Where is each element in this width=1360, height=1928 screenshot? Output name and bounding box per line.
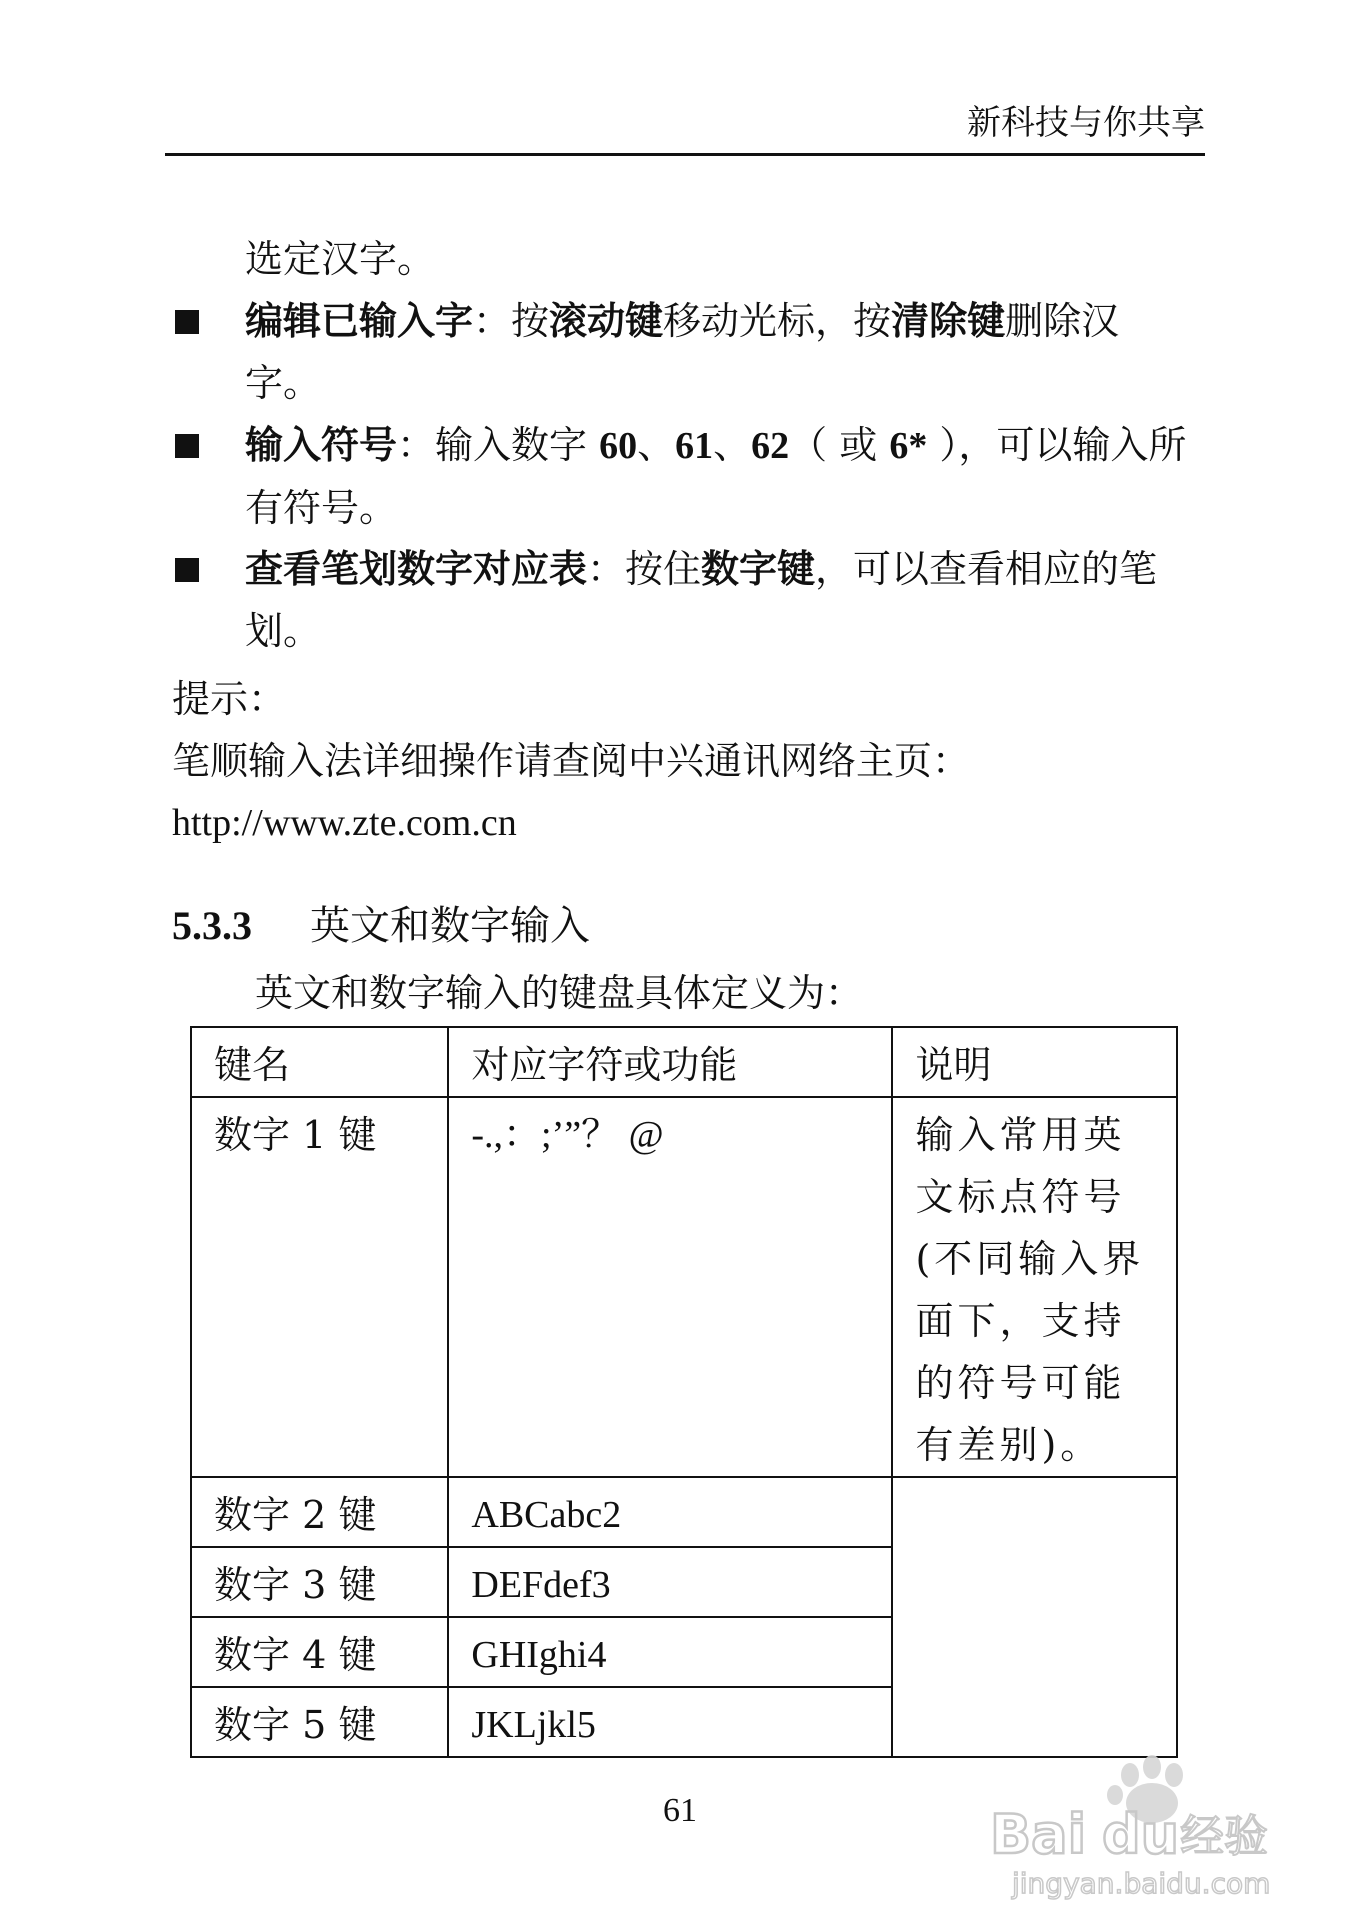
bullet-square-icon [175,310,199,334]
key-name-cell: 数字 4 键 [191,1617,448,1687]
table-intro: 英文和数字输入的键盘具体定义为： [255,971,864,1015]
bullet-square-icon [175,558,199,582]
page-header [165,98,1205,148]
key-chars-cell: DEFdef3 [448,1547,892,1617]
header-divider [165,153,1205,156]
header-title: 新科技与你共享 [967,103,1205,143]
key-name-cell: 数字 1 键 [191,1097,448,1477]
key-desc-cell: 输入常用英文标点符号(不同输入界面下，支持的符号可能有差别)。 [892,1097,1177,1477]
tip-text: 笔顺输入法详细操作请查阅中兴通讯网络主页： [172,739,971,783]
section-heading [172,896,590,956]
table-header-cell: 键名 [191,1027,448,1097]
tip-label: 提示： [172,677,287,721]
intro-continuation: 选定汉字。 [245,237,436,281]
key-name-cell: 数字 2 键 [191,1477,448,1547]
table-header-row [191,1027,1177,1097]
bullet-item-symbols [175,414,1195,538]
key-name-cell: 数字 3 键 [191,1547,448,1617]
svg-text:Bai: Bai [990,1803,1087,1866]
key-chars-cell: JKLjkl5 [448,1687,892,1757]
bullet-text: 编辑已输入字：按滚动键移动光标，按清除键删除汉字。 [245,298,1120,405]
table-row [191,1097,1177,1477]
bullet-item-stroke-table [175,538,1195,662]
baidu-jingyan-watermark-logo [980,1745,1300,1905]
section-number: 5.3.3 [172,903,252,948]
key-chars-cell: -.,：;’”？ @ [448,1097,892,1477]
table-header-cell: 说明 [892,1027,1177,1097]
key-desc-cell [892,1477,1177,1757]
key-name-cell: 数字 5 键 [191,1687,448,1757]
key-chars-cell: ABCabc2 [448,1477,892,1547]
svg-text:du: du [1102,1803,1180,1866]
bullet-square-icon [175,434,199,458]
bullet-text: 查看笔划数字对应表：按住数字键，可以查看相应的笔划。 [245,546,1158,653]
section-title: 英文和数字输入 [310,903,590,949]
page-number: 61 [663,1792,697,1829]
key-chars-cell: GHIghi4 [448,1617,892,1687]
svg-text:jingyan.baidu.com: jingyan.baidu.com [1012,1867,1271,1900]
table-header-cell: 对应字符或功能 [448,1027,892,1097]
svg-text:经验: 经验 [1180,1811,1268,1862]
bullet-item-edit [175,290,1195,414]
table-row [191,1477,1177,1547]
key-mapping-table [190,1026,1178,1758]
bullet-text: 输入符号：输入数字 60、61、62（ 或 6* ），可以输入所有符号。 [245,422,1187,530]
tip-url-link[interactable]: http://www.zte.com.cn [172,802,517,844]
